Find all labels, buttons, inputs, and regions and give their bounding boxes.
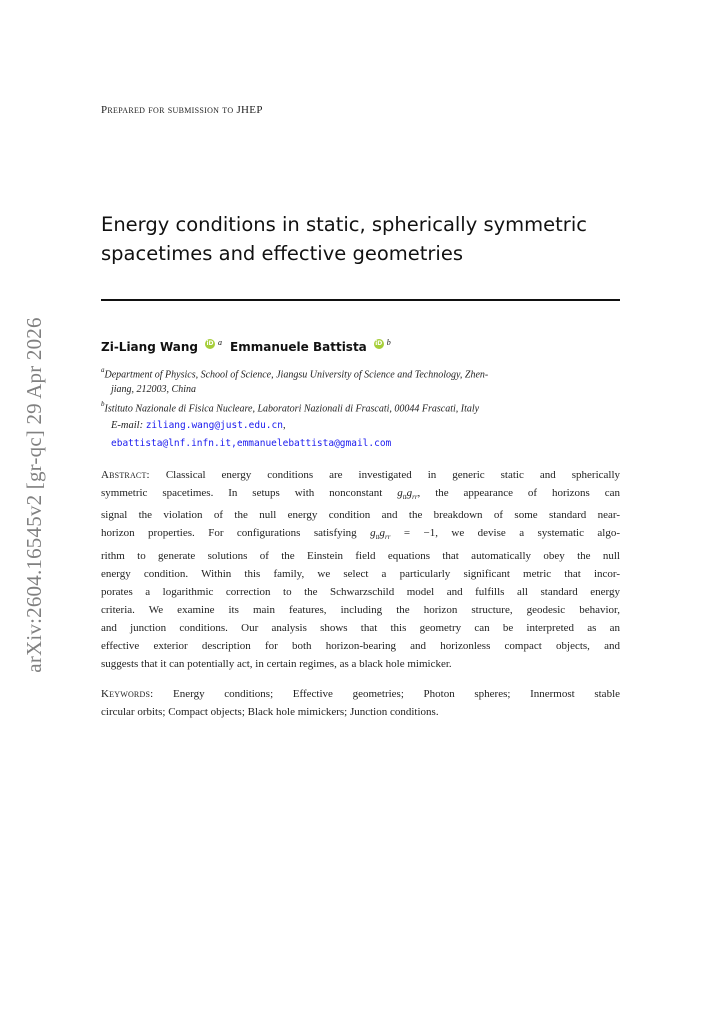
abstract <box>101 466 620 673</box>
email-block <box>111 417 391 453</box>
affiliation-mark: a <box>101 366 105 374</box>
keywords-heading: Keywords: <box>101 688 154 700</box>
email-link[interactable]: ebattista@lnf.infn.it <box>111 438 232 449</box>
abstract-line: porates a logarithmic correction to the Schwarzschild model and fulfills all standard energy <box>101 585 620 598</box>
email-label: E-mail: <box>111 420 144 431</box>
author-name: Zi-Liang Wang <box>101 340 199 354</box>
affiliation-text: Department of Physics, School of Science, Jiangsu University of Science and Technology, Zhen- <box>104 369 489 381</box>
author-list <box>101 337 391 354</box>
keywords-line: circular orbits; Compact objects; Black hole mimickers; Junction conditions. <box>101 706 439 719</box>
orcid-icon[interactable]: iD <box>375 340 383 347</box>
email-separator: , <box>231 438 237 449</box>
affiliation-mark: a <box>218 337 223 347</box>
affiliation-text: Istituto Nazionale di Fisica Nucleare, Laboratori Nazionali di Frascati, 00044 Frascati, Italy <box>104 403 480 415</box>
keywords-line: Keywords: Energy conditions; Effective geometries; Photon spheres; Innermost stable <box>101 688 621 700</box>
abstract-line: effective exterior description for both horizon-bearing and horizonless compact objects, and <box>101 640 620 653</box>
arxiv-identifier-stamp[interactable]: arXiv:2604.16545v2 [gr-qc] 29 Apr 2026 <box>22 317 46 673</box>
paper-title <box>101 210 641 268</box>
submission-note: Prepared for submission to JHEP <box>101 104 263 116</box>
abstract-line: rithm to generate solutions of the Einstein field equations that automatically obey the null <box>101 549 620 562</box>
abstract-line: energy condition. Within this family, we select a particularly significant metric that incor- <box>101 567 620 580</box>
title-line-1: Energy conditions in static, spherically symmetric <box>101 213 587 236</box>
affiliation-text: jiang, 212003, China <box>111 384 197 396</box>
orcid-icon[interactable]: iD <box>206 340 214 347</box>
abstract-line: signal the violation of the null energy condition and the breakdown of some standard near- <box>101 509 620 522</box>
email-link[interactable]: emmanuelebattista@gmail.com <box>236 438 392 449</box>
affiliation-mark: b <box>101 400 105 408</box>
abstract-line: suggests that it can potentially act, in certain regimes, as a black hole mimicker. <box>101 658 452 671</box>
title-line-2: spacetimes and effective geometries <box>101 242 463 265</box>
email-separator: , <box>282 420 286 431</box>
author-name: Emmanuele Battista <box>230 340 367 354</box>
title-divider <box>101 299 620 301</box>
email-link[interactable]: ziliang.wang@just.edu.cn <box>145 420 283 431</box>
keywords <box>101 685 620 721</box>
abstract-line: Abstract: Classical energy conditions are investigated in generic static and spherically <box>101 469 621 481</box>
abstract-line: and junction conditions. Our analysis shows that this geometry can be interpreted as an <box>101 622 620 635</box>
abstract-line: horizon properties. For configurations satisfying $g_{tt}g_{rr} = -1$, we devise a systematic algo- <box>101 527 620 542</box>
affiliation-b <box>101 398 626 416</box>
abstract-heading: Abstract: <box>101 469 150 481</box>
abstract-line: criteria. We examine its main features, including the horizon structure, geodesic behavior, <box>101 604 620 617</box>
abstract-line: symmetric spacetimes. In setups with nonconstant $g_{tt}g_{rr}$, the appearance of horizons can <box>101 487 620 502</box>
affiliation-a <box>101 364 626 397</box>
affiliation-mark: b <box>386 337 391 347</box>
